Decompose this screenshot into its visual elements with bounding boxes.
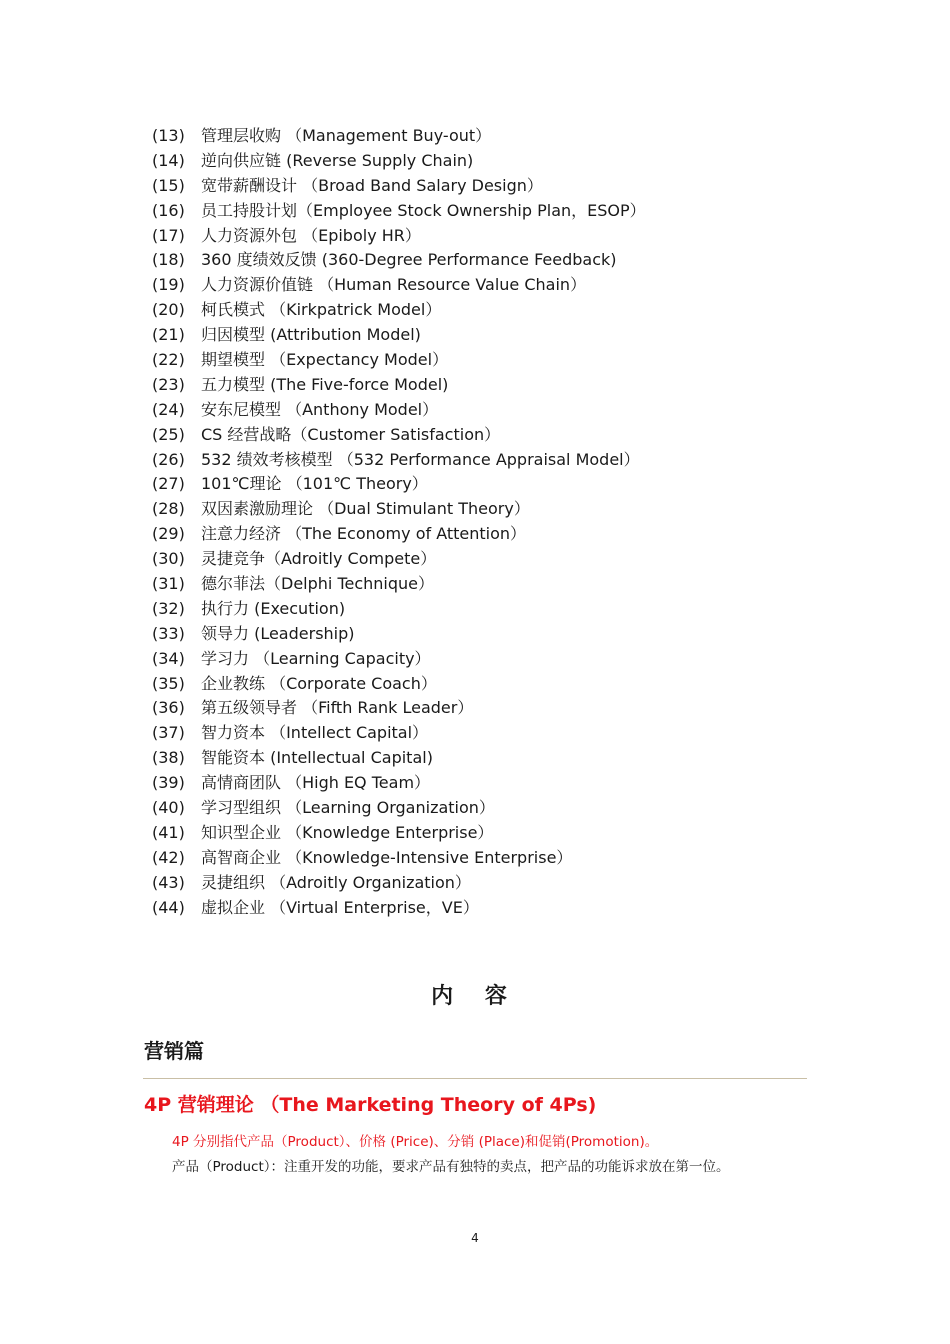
topic-title: 4P 营销理论 （The Marketing Theory of 4Ps) <box>144 1094 597 1116</box>
toc-item-number: (44) <box>152 897 185 917</box>
toc-item-text: CS 经营战略（Customer Satisfaction） <box>201 424 501 444</box>
toc-item-text: 第五级领导者 （Fifth Rank Leader） <box>201 698 474 718</box>
toc-item-text: 532 绩效考核模型 （532 Performance Appraisal Model） <box>201 449 640 469</box>
toc-item <box>152 149 646 174</box>
section-title: 营销篇 <box>144 1039 204 1063</box>
toc-item <box>152 597 646 622</box>
toc-item <box>152 821 646 846</box>
toc-item <box>152 547 646 572</box>
toc-item-text: 企业教练 （Corporate Coach） <box>201 673 437 693</box>
toc-item <box>152 448 646 473</box>
toc-item-text: 柯氏模式 （Kirkpatrick Model） <box>201 300 442 320</box>
toc-item-number: (38) <box>152 748 185 768</box>
toc-item-text: 德尔菲法（Delphi Technique） <box>201 574 435 594</box>
toc-item-text: 领导力 (Leadership) <box>201 623 355 643</box>
toc-item <box>152 423 646 448</box>
toc-list <box>152 124 646 921</box>
toc-item-number: (29) <box>152 524 185 544</box>
toc-item <box>152 298 646 323</box>
toc-item <box>152 497 646 522</box>
toc-item-text: 人力资源价值链 （Human Resource Value Chain） <box>201 275 587 295</box>
toc-item-text: 管理层收购 （Management Buy-out） <box>201 126 492 145</box>
toc-item-text: 灵捷组织 （Adroitly Organization） <box>201 872 471 892</box>
toc-item-text: 灵捷竞争（Adroitly Compete） <box>201 549 437 569</box>
toc-item-number: (42) <box>152 847 185 867</box>
toc-item-number: (34) <box>152 648 185 668</box>
toc-item <box>152 472 646 497</box>
toc-item-number: (17) <box>152 225 185 245</box>
toc-item-text: 知识型企业 （Knowledge Enterprise） <box>201 822 494 842</box>
toc-item <box>152 199 646 224</box>
toc-item-number: (15) <box>152 175 185 195</box>
toc-item-number: (32) <box>152 598 185 618</box>
toc-item <box>152 771 646 796</box>
toc-item-number: (37) <box>152 723 185 743</box>
toc-item-number: (33) <box>152 623 185 643</box>
toc-item <box>152 696 646 721</box>
toc-item-text: 员工持股计划（Employee Stock Ownership Plan，ESOP） <box>201 200 646 220</box>
toc-item-text: 归因模型 (Attribution Model) <box>201 325 421 345</box>
toc-item <box>152 124 646 149</box>
toc-item-number: (19) <box>152 275 185 295</box>
toc-item <box>152 672 646 697</box>
toc-item-number: (30) <box>152 549 185 569</box>
toc-item-text: 虚拟企业 （Virtual Enterprise，VE） <box>201 897 479 917</box>
toc-item-number: (39) <box>152 773 185 793</box>
toc-item-text: 智能资本 (Intellectual Capital) <box>201 748 433 768</box>
toc-item <box>152 224 646 249</box>
toc-item <box>152 721 646 746</box>
toc-item-number: (26) <box>152 449 185 469</box>
toc-item-text: 人力资源外包 （Epiboly HR） <box>201 225 421 245</box>
toc-item-number: (18) <box>152 250 185 270</box>
toc-item <box>152 746 646 771</box>
toc-item-text: 360 度绩效反馈 (360-Degree Performance Feedback) <box>201 250 617 270</box>
toc-item-number: (14) <box>152 150 185 170</box>
toc-item-text: 五力模型 (The Five-force Model) <box>201 374 449 394</box>
toc-item-text: 学习型组织 （Learning Organization） <box>201 798 495 818</box>
toc-item <box>152 273 646 298</box>
toc-item-text: 安东尼模型 （Anthony Model） <box>201 399 439 419</box>
toc-item <box>152 323 646 348</box>
toc-item-number: (27) <box>152 474 185 494</box>
toc-item-number: (40) <box>152 798 185 818</box>
definition-paragraph: 4P 分别指代产品（Product）、价格 (Price)、分销 (Place)和促销(Promotion)。 <box>172 1134 659 1150</box>
toc-item-text: 高情商团队 （High EQ Team） <box>201 773 431 793</box>
toc-item-number: (35) <box>152 673 185 693</box>
toc-item-number: (43) <box>152 872 185 892</box>
toc-item-number: (23) <box>152 374 185 394</box>
toc-item-number: (20) <box>152 300 185 320</box>
toc-item-text: 宽带薪酬设计 （Broad Band Salary Design） <box>201 175 543 195</box>
toc-item-number: (16) <box>152 200 185 220</box>
toc-item-number: (21) <box>152 325 185 345</box>
toc-item-text: 逆向供应链 (Reverse Supply Chain) <box>201 150 474 170</box>
toc-item-text: 智力资本 （Intellect Capital） <box>201 723 429 743</box>
section-divider <box>143 1078 807 1079</box>
toc-item-text: 学习力 （Learning Capacity） <box>201 648 431 668</box>
toc-item-number: (13) <box>152 126 185 145</box>
toc-item-number: (22) <box>152 350 185 370</box>
page-number: 4 <box>471 1231 479 1245</box>
toc-item <box>152 572 646 597</box>
toc-item-number: (28) <box>152 499 185 519</box>
toc-item <box>152 522 646 547</box>
toc-item <box>152 846 646 871</box>
toc-item <box>152 348 646 373</box>
toc-item-text: 注意力经济 （The Economy of Attention） <box>201 524 527 544</box>
toc-item-number: (31) <box>152 574 185 594</box>
toc-item <box>152 796 646 821</box>
product-paragraph: 产品（Product）：注重开发的功能，要求产品有独特的卖点，把产品的功能诉求放在第一位。 <box>172 1159 730 1175</box>
toc-item-text: 执行力 (Execution) <box>201 598 346 618</box>
contents-title: 内 容 <box>431 984 519 1009</box>
toc-item <box>152 248 646 273</box>
toc-item-number: (41) <box>152 822 185 842</box>
toc-item-number: (24) <box>152 399 185 419</box>
toc-item-text: 101℃理论 （101℃ Theory） <box>201 474 428 494</box>
toc-item <box>152 174 646 199</box>
toc-item <box>152 398 646 423</box>
toc-item-text: 高智商企业 （Knowledge-Intensive Enterprise） <box>201 847 573 867</box>
toc-item <box>152 373 646 398</box>
toc-item-text: 双因素激励理论 （Dual Stimulant Theory） <box>201 499 530 519</box>
toc-item <box>152 871 646 896</box>
toc-item-text: 期望模型 （Expectancy Model） <box>201 350 449 370</box>
toc-item-number: (25) <box>152 424 185 444</box>
toc-item-number: (36) <box>152 698 185 718</box>
toc-item <box>152 647 646 672</box>
toc-item <box>152 622 646 647</box>
toc-item <box>152 896 646 921</box>
